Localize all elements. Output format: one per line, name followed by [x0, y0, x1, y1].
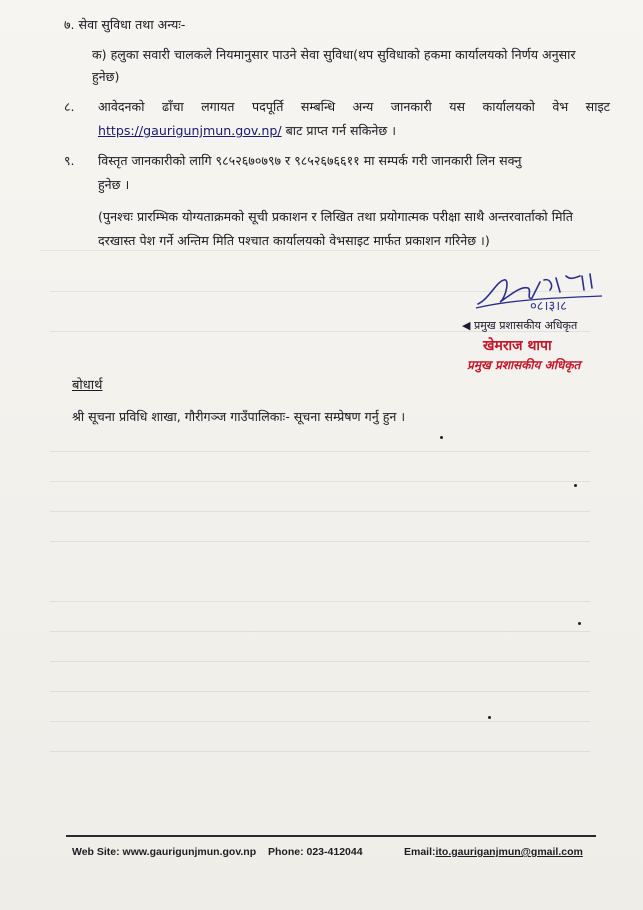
footer-website: Web Site: www.gaurigunjmun.gov.np — [72, 846, 257, 858]
officer-role-stamp: प्रमुख प्रशासकीय अधिकृत — [467, 358, 581, 372]
item-9-line1: विस्तृत जानकारीको लागि ९८५२६७०७९७ र ९८५२६७६६११ मा सम्पर्क गरी जानकारी लिन सक्नु — [98, 153, 522, 168]
email-link[interactable]: ito.gauriganjmun@gmail.com — [435, 846, 583, 858]
footer-rule — [66, 835, 596, 837]
officer-title: ◀ प्रमुख प्रशासकीय अधिकृत — [462, 319, 578, 332]
item-9-line2: हुनेछ । — [98, 177, 130, 192]
svg-text:०८।३।८: ०८।३।८ — [530, 299, 567, 314]
item-8-number: ८. — [64, 99, 75, 114]
note-line1: (पुनश्चः प्रारम्भिक योग्यताक्रमको सूची प्रकाशन र लिखित तथा प्रयोगात्मक परीक्षा साथै अन्तरवार्ताको मिति — [98, 209, 573, 224]
website-link[interactable]: https://gaurigunjmun.gov.np/ — [98, 123, 282, 138]
footer-email: Email:ito.gauriganjmun@gmail.com — [404, 846, 583, 858]
item-7-sub-line1: क) हलुका सवारी चालकले नियमानुसार पाउने सेवा सुविधा(थप सुविधाको हकमा कार्यालयको निर्णय अनुसार — [92, 47, 576, 62]
note-line2: दरखास्त पेश गर्ने अन्तिम मिति पश्चात कार्यालयको वेभसाइट मार्फत प्रकाशन गरिनेछ ।) — [98, 233, 490, 248]
item-7-heading: ७. सेवा सुविधा तथा अन्यः- — [64, 17, 186, 32]
item-8-line2-rest: बाट प्राप्त गर्न सकिनेछ । — [281, 123, 397, 138]
speck — [440, 436, 443, 439]
item-7-sub-line2: हुनेछ) — [92, 69, 120, 84]
bodhartha-line: श्री सूचना प्रविधि शाखा, गौरीगञ्ज गाउँपालिकाः- सूचना सम्प्रेषण गर्नु हुन । — [72, 409, 406, 424]
item-8-line2 — [98, 120, 396, 142]
bodhartha-label: बोधार्थ — [72, 378, 103, 393]
bullet-icon: ◀ — [462, 319, 471, 332]
officer-name-stamp: खेमराज थापा — [483, 338, 552, 354]
signature-image — [470, 268, 610, 314]
speck — [578, 622, 581, 625]
footer-phone: Phone: 023-412044 — [268, 846, 363, 858]
speck — [574, 484, 577, 487]
item-8-line1: आवेदनको ढाँचा लगायत पदपूर्ति सम्बन्धि अन्य जानकारी यस कार्यालयको वेभ साइट — [98, 99, 610, 114]
item-9-number: ९. — [64, 153, 75, 168]
speck — [488, 716, 491, 719]
